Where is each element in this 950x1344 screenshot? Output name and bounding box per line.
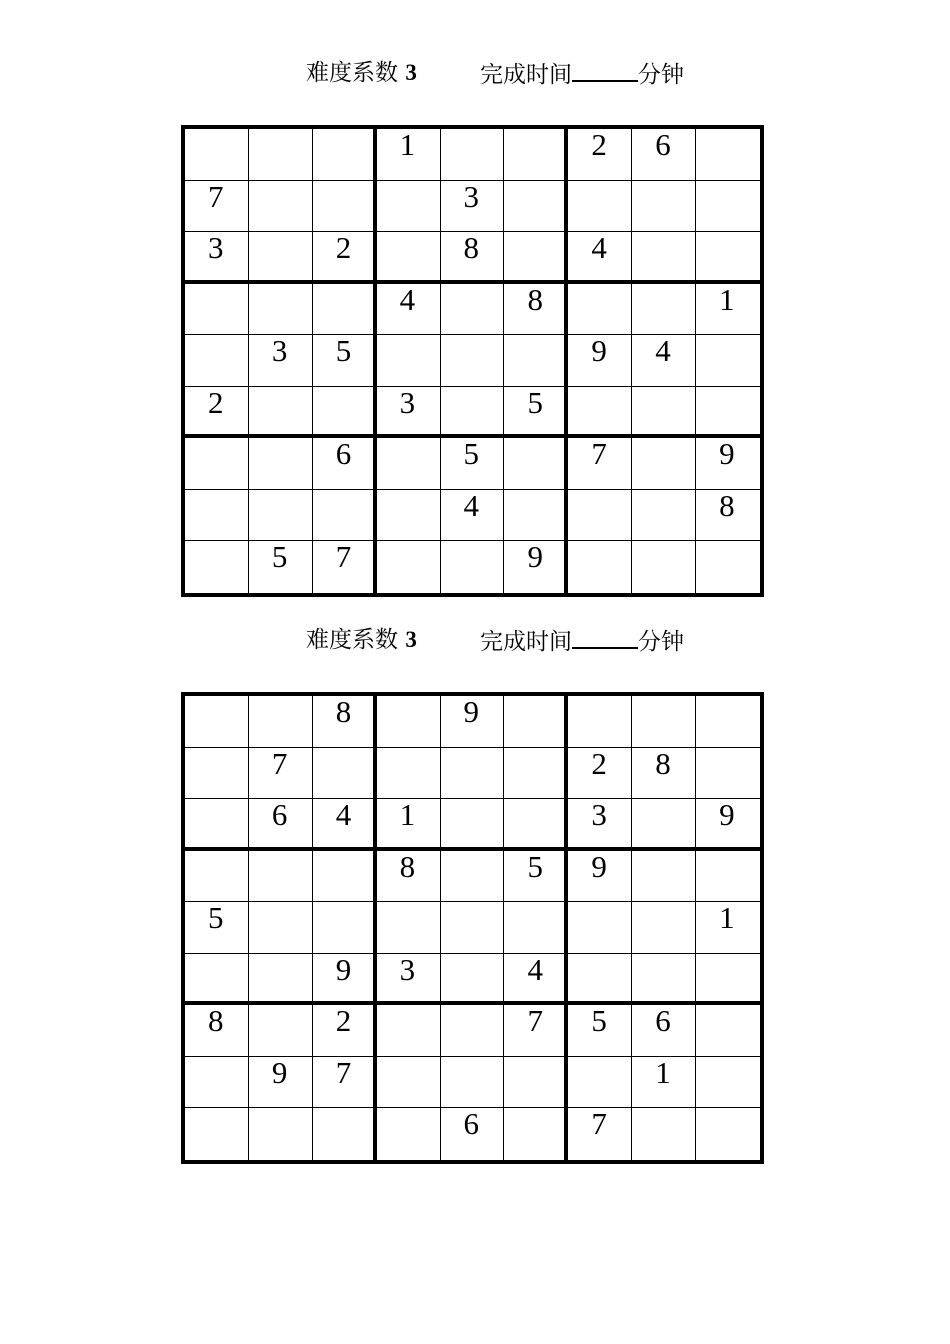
sudoku-cell[interactable]: 8 [504, 284, 568, 336]
sudoku-cell[interactable] [185, 335, 249, 387]
difficulty-label: 难度系数 [306, 60, 398, 86]
sudoku-cell[interactable]: 9 [249, 1057, 313, 1109]
sudoku-cell[interactable]: 2 [313, 1005, 377, 1057]
sudoku-cell[interactable] [377, 748, 441, 800]
sudoku-cell[interactable] [249, 232, 313, 284]
sudoku-cell[interactable]: 9 [313, 954, 377, 1006]
time-blank[interactable] [572, 58, 638, 82]
sudoku-cell[interactable] [377, 1057, 441, 1109]
sudoku-cell[interactable] [568, 387, 632, 439]
sudoku-cell[interactable]: 6 [632, 1005, 696, 1057]
sudoku-cell[interactable]: 6 [249, 799, 313, 851]
sudoku-cell[interactable] [696, 851, 760, 903]
sudoku-cell[interactable]: 8 [441, 232, 505, 284]
sudoku-cell[interactable]: 8 [696, 490, 760, 542]
sudoku-cell[interactable] [249, 1005, 313, 1057]
sudoku-cell[interactable] [313, 902, 377, 954]
sudoku-cell[interactable]: 2 [568, 129, 632, 181]
sudoku-cell[interactable]: 9 [696, 799, 760, 851]
sudoku-cell[interactable] [185, 541, 249, 593]
sudoku-cell[interactable]: 1 [377, 799, 441, 851]
sudoku-cell[interactable]: 4 [377, 284, 441, 336]
sudoku-cell[interactable]: 7 [504, 1005, 568, 1057]
sudoku-cell[interactable]: 5 [568, 1005, 632, 1057]
sudoku-cell[interactable] [568, 954, 632, 1006]
sudoku-cell[interactable] [632, 284, 696, 336]
sudoku-cell[interactable]: 3 [441, 181, 505, 233]
completion-time-text [480, 625, 684, 657]
sudoku-cell[interactable] [632, 799, 696, 851]
sudoku-cell[interactable]: 9 [441, 696, 505, 748]
sudoku-cell[interactable] [185, 438, 249, 490]
sudoku-cell[interactable] [377, 232, 441, 284]
sudoku-cell[interactable] [504, 181, 568, 233]
sudoku-cell[interactable]: 7 [313, 541, 377, 593]
sudoku-cell[interactable] [185, 799, 249, 851]
sudoku-cell[interactable] [313, 181, 377, 233]
time-label: 完成时间 [480, 629, 572, 655]
sudoku-cell[interactable] [249, 851, 313, 903]
sudoku-cell[interactable]: 8 [185, 1005, 249, 1057]
sudoku-cell[interactable]: 5 [504, 851, 568, 903]
time-unit: 分钟 [638, 62, 684, 88]
sudoku-cell[interactable]: 5 [504, 387, 568, 439]
sudoku-cell[interactable] [504, 799, 568, 851]
puzzle-header-1 [0, 58, 950, 88]
sudoku-cell[interactable] [504, 902, 568, 954]
sudoku-cell[interactable]: 8 [313, 696, 377, 748]
sudoku-cell[interactable] [696, 954, 760, 1006]
sudoku-cell[interactable] [696, 232, 760, 284]
sudoku-cell[interactable]: 1 [632, 1057, 696, 1109]
sudoku-cell[interactable] [185, 490, 249, 542]
difficulty-value: 3 [405, 60, 417, 85]
sudoku-cell[interactable]: 5 [249, 541, 313, 593]
sudoku-cell[interactable] [632, 541, 696, 593]
sudoku-cell[interactable]: 3 [249, 335, 313, 387]
sudoku-cell[interactable] [441, 335, 505, 387]
sudoku-cell[interactable] [696, 129, 760, 181]
sudoku-cell[interactable]: 9 [568, 851, 632, 903]
sudoku-cell[interactable] [632, 902, 696, 954]
sudoku-cell[interactable] [696, 181, 760, 233]
sudoku-cell[interactable] [696, 1057, 760, 1109]
sudoku-cell[interactable]: 1 [696, 284, 760, 336]
difficulty-text [306, 625, 417, 655]
sudoku-cell[interactable]: 3 [185, 232, 249, 284]
sudoku-cell[interactable] [568, 696, 632, 748]
sudoku-cell[interactable]: 7 [568, 1108, 632, 1160]
sudoku-cell[interactable] [696, 335, 760, 387]
sudoku-cell[interactable]: 7 [313, 1057, 377, 1109]
puzzle-header-2 [0, 625, 950, 655]
sudoku-cell[interactable] [185, 851, 249, 903]
sudoku-cell[interactable]: 5 [441, 438, 505, 490]
sudoku-cell[interactable] [632, 387, 696, 439]
sudoku-cell[interactable]: 8 [632, 748, 696, 800]
difficulty-label: 难度系数 [306, 627, 398, 653]
sudoku-cell[interactable] [313, 129, 377, 181]
sudoku-cell[interactable] [249, 696, 313, 748]
sudoku-cell[interactable]: 4 [632, 335, 696, 387]
sudoku-grid-2 [181, 692, 764, 1164]
sudoku-cell[interactable] [504, 232, 568, 284]
sudoku-cell[interactable]: 9 [504, 541, 568, 593]
sudoku-cell[interactable] [696, 696, 760, 748]
sudoku-cell[interactable] [377, 181, 441, 233]
sudoku-cell[interactable] [696, 387, 760, 439]
sudoku-cell[interactable] [377, 335, 441, 387]
sudoku-cell[interactable] [441, 748, 505, 800]
sudoku-cell[interactable] [504, 1057, 568, 1109]
sudoku-cell[interactable] [568, 490, 632, 542]
sudoku-cell[interactable]: 1 [377, 129, 441, 181]
sudoku-cell[interactable] [441, 1057, 505, 1109]
sudoku-cell[interactable]: 3 [377, 954, 441, 1006]
sudoku-cell[interactable]: 4 [441, 490, 505, 542]
sudoku-cell[interactable] [185, 696, 249, 748]
sudoku-cell[interactable]: 9 [696, 438, 760, 490]
sudoku-cell[interactable] [441, 799, 505, 851]
sudoku-cell[interactable] [441, 284, 505, 336]
sudoku-cell[interactable] [377, 1005, 441, 1057]
sudoku-cell[interactable] [632, 490, 696, 542]
sudoku-cell[interactable] [377, 902, 441, 954]
sudoku-cell[interactable] [632, 181, 696, 233]
sudoku-cell[interactable]: 3 [377, 387, 441, 439]
sudoku-cell[interactable] [313, 490, 377, 542]
sudoku-cell[interactable] [313, 387, 377, 439]
sudoku-cell[interactable] [632, 1108, 696, 1160]
sudoku-cell[interactable] [504, 748, 568, 800]
sudoku-cell[interactable] [377, 696, 441, 748]
sudoku-cell[interactable] [249, 129, 313, 181]
sudoku-cell[interactable] [504, 129, 568, 181]
sudoku-cell[interactable]: 4 [504, 954, 568, 1006]
sudoku-cell[interactable]: 2 [568, 748, 632, 800]
sudoku-cell[interactable] [568, 541, 632, 593]
sudoku-cell[interactable]: 4 [568, 232, 632, 284]
sudoku-cell[interactable]: 7 [249, 748, 313, 800]
sudoku-cell[interactable] [185, 129, 249, 181]
sudoku-cell[interactable] [632, 851, 696, 903]
sudoku-cell[interactable]: 2 [313, 232, 377, 284]
sudoku-cell[interactable] [568, 1057, 632, 1109]
sudoku-cell[interactable] [249, 438, 313, 490]
sudoku-cell[interactable]: 7 [185, 181, 249, 233]
sudoku-cell[interactable] [377, 438, 441, 490]
sudoku-cell[interactable] [504, 490, 568, 542]
sudoku-cell[interactable] [313, 1108, 377, 1160]
sudoku-cell[interactable] [185, 748, 249, 800]
sudoku-cell[interactable]: 8 [377, 851, 441, 903]
time-blank[interactable] [572, 625, 638, 649]
sudoku-cell[interactable] [504, 1108, 568, 1160]
sudoku-cell[interactable] [313, 284, 377, 336]
sudoku-cell[interactable] [249, 387, 313, 439]
difficulty-value: 3 [405, 627, 417, 652]
sudoku-cell[interactable] [441, 902, 505, 954]
sudoku-cell[interactable]: 4 [313, 799, 377, 851]
sudoku-cell[interactable] [696, 1108, 760, 1160]
sudoku-cell[interactable] [185, 1108, 249, 1160]
sudoku-cell[interactable] [313, 851, 377, 903]
sudoku-cell[interactable] [249, 1108, 313, 1160]
sudoku-cell[interactable] [632, 954, 696, 1006]
sudoku-cell[interactable] [696, 748, 760, 800]
sudoku-cell[interactable]: 7 [568, 438, 632, 490]
sudoku-cell[interactable] [504, 335, 568, 387]
sudoku-cell[interactable] [696, 1005, 760, 1057]
sudoku-cell[interactable]: 5 [313, 335, 377, 387]
sudoku-cell[interactable]: 6 [632, 129, 696, 181]
sudoku-cell[interactable] [249, 181, 313, 233]
sudoku-cell[interactable] [377, 490, 441, 542]
difficulty-text [306, 58, 417, 88]
sudoku-cell[interactable] [249, 490, 313, 542]
sudoku-cell[interactable] [441, 851, 505, 903]
sudoku-cell[interactable]: 1 [696, 902, 760, 954]
sudoku-cell[interactable] [441, 954, 505, 1006]
sudoku-cell[interactable] [441, 129, 505, 181]
sudoku-cell[interactable] [441, 541, 505, 593]
sudoku-cell[interactable] [696, 541, 760, 593]
sudoku-cell[interactable] [377, 541, 441, 593]
completion-time-text [480, 58, 684, 90]
sudoku-cell[interactable] [632, 438, 696, 490]
sudoku-cell[interactable] [185, 284, 249, 336]
sudoku-cell[interactable] [504, 438, 568, 490]
sudoku-cell[interactable]: 5 [185, 902, 249, 954]
sudoku-cell[interactable] [441, 1005, 505, 1057]
sudoku-cell[interactable] [441, 387, 505, 439]
sudoku-cell[interactable] [568, 902, 632, 954]
sudoku-cell[interactable]: 2 [185, 387, 249, 439]
sudoku-cell[interactable] [185, 1057, 249, 1109]
sudoku-cell[interactable] [377, 1108, 441, 1160]
sudoku-cell[interactable]: 6 [313, 438, 377, 490]
sudoku-cell[interactable] [185, 954, 249, 1006]
time-unit: 分钟 [638, 629, 684, 655]
sudoku-cell[interactable]: 6 [441, 1108, 505, 1160]
sudoku-cell[interactable] [568, 284, 632, 336]
sudoku-cell[interactable] [632, 696, 696, 748]
sudoku-cell[interactable] [504, 696, 568, 748]
sudoku-cell[interactable] [249, 954, 313, 1006]
sudoku-cell[interactable] [249, 902, 313, 954]
time-label: 完成时间 [480, 62, 572, 88]
sudoku-cell[interactable]: 9 [568, 335, 632, 387]
sudoku-cell[interactable]: 3 [568, 799, 632, 851]
sudoku-grid-1 [181, 125, 764, 597]
sudoku-cell[interactable] [249, 284, 313, 336]
sudoku-cell[interactable] [632, 232, 696, 284]
sudoku-cell[interactable] [568, 181, 632, 233]
sudoku-cell[interactable] [313, 748, 377, 800]
